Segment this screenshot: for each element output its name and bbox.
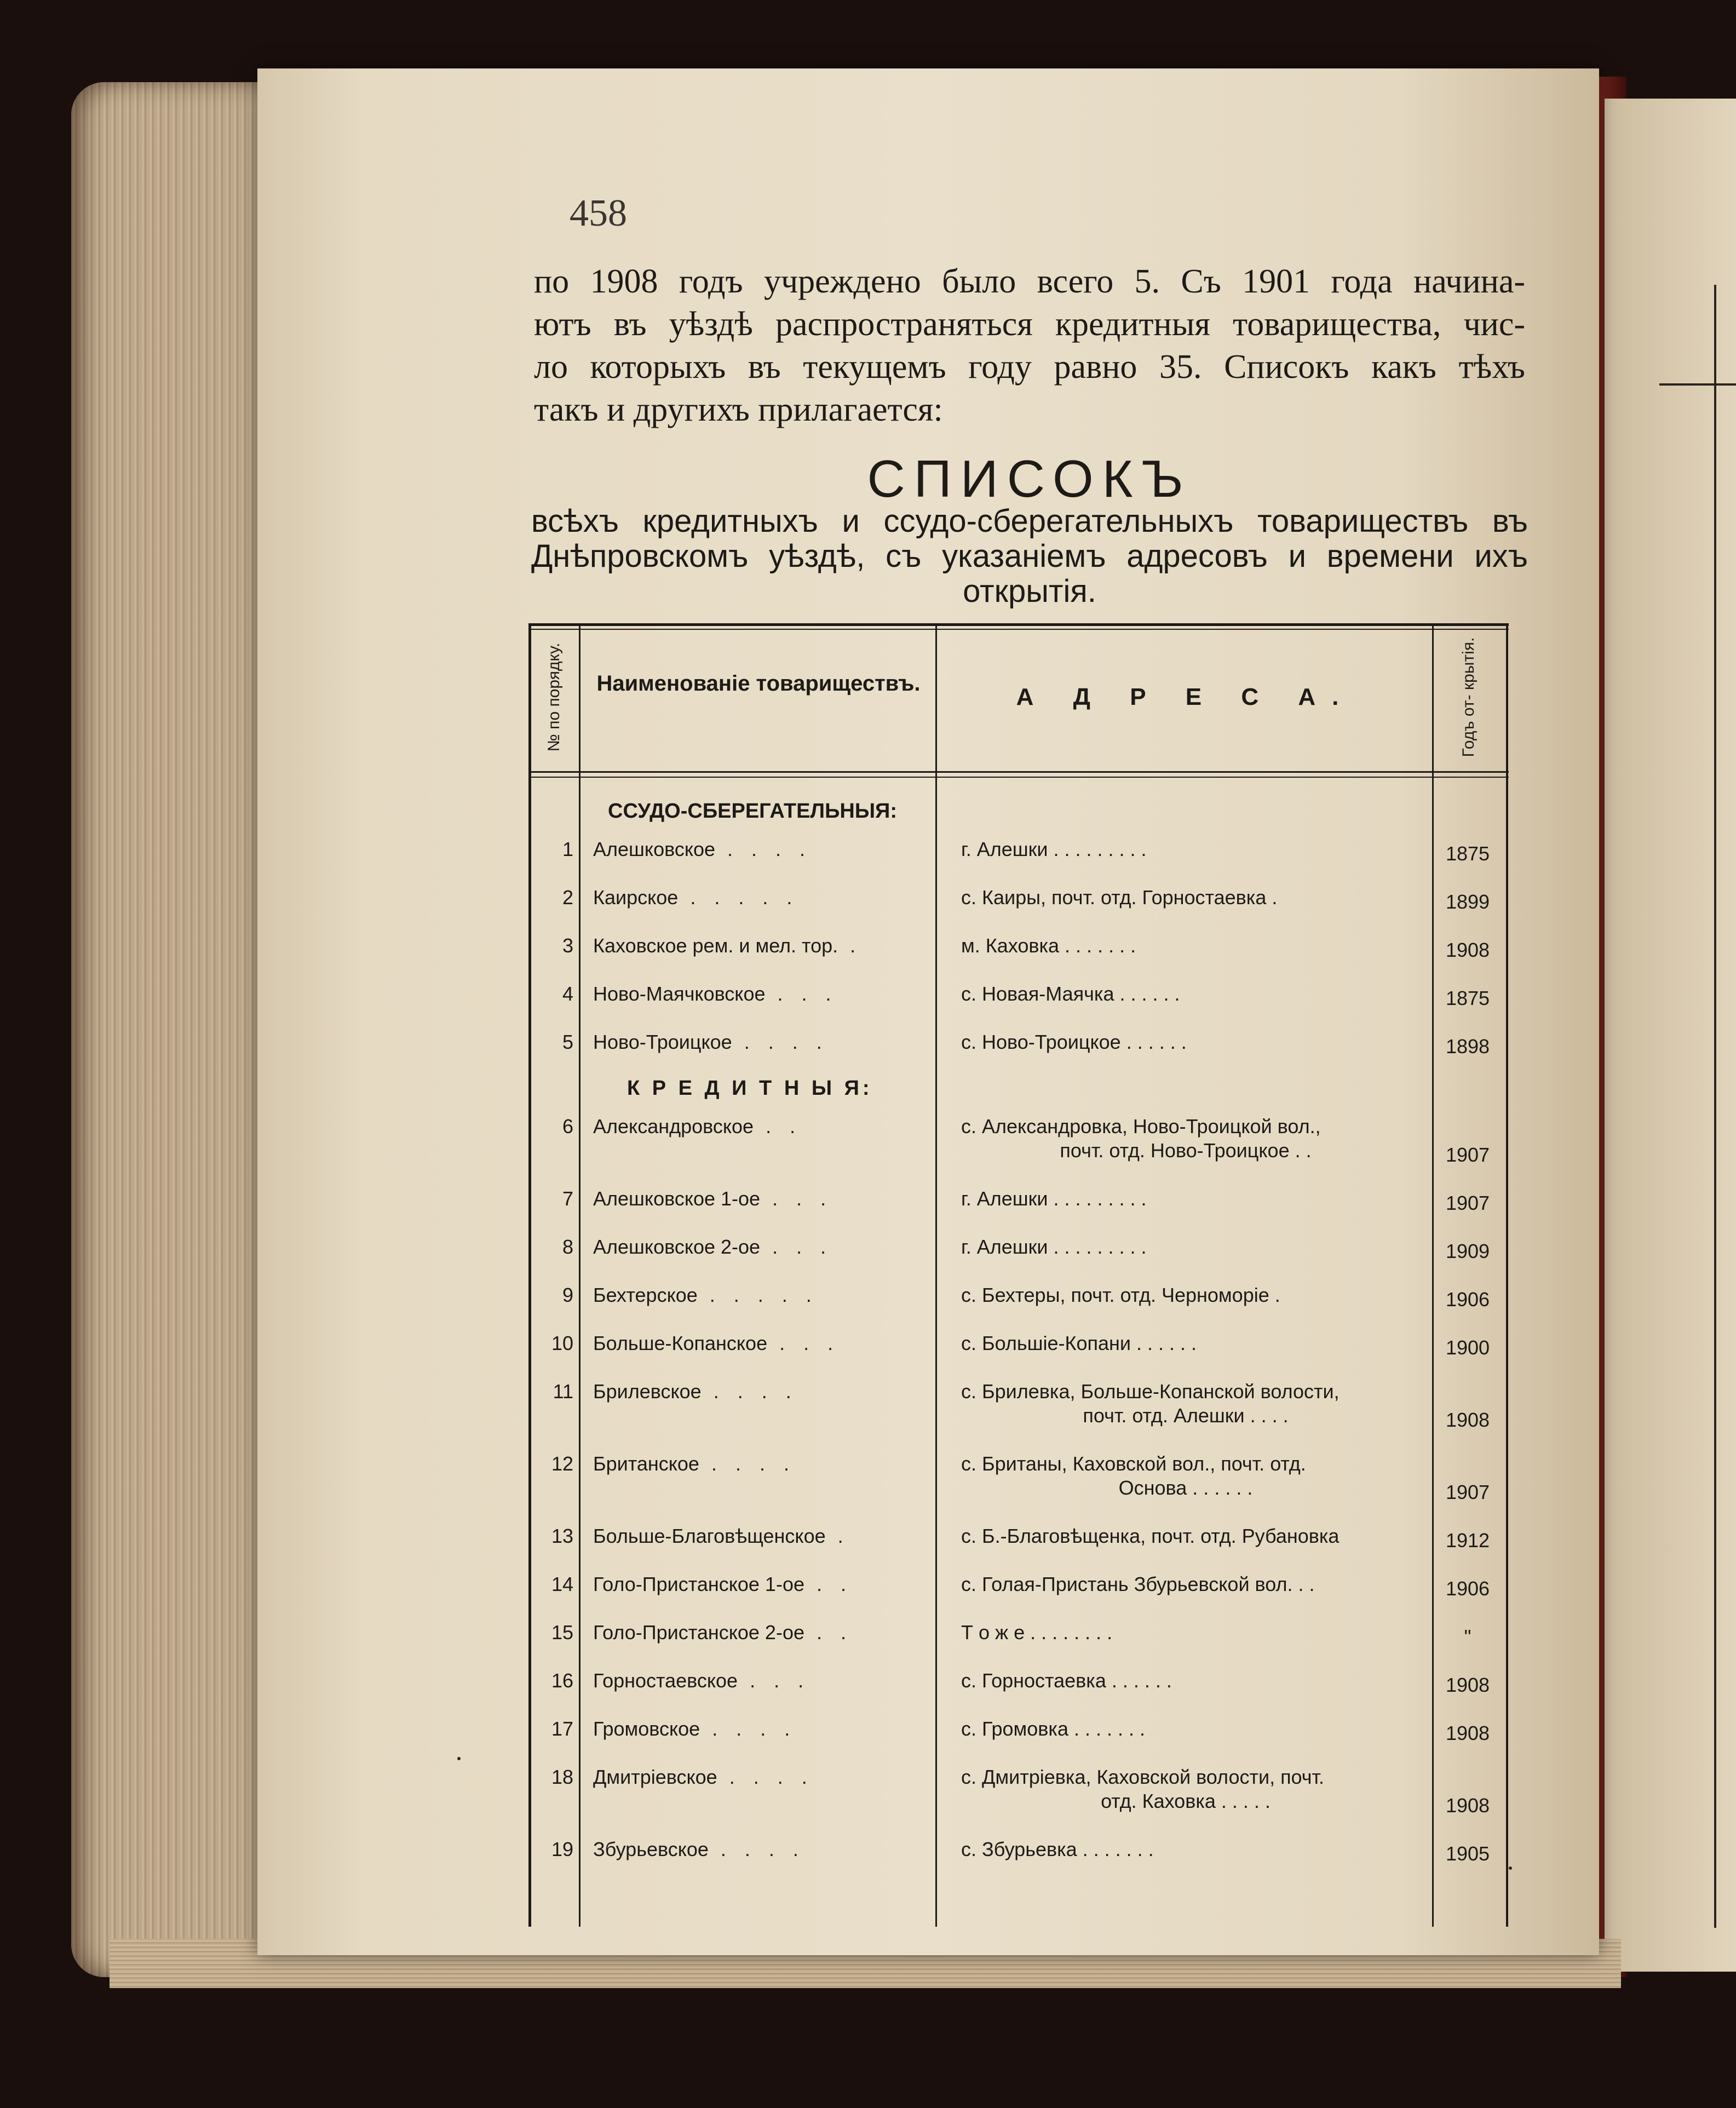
row-year: 1905 — [1445, 1842, 1490, 1865]
row-name: Александровское — [593, 1115, 754, 1138]
row-address: с. Каиры, почт. отд. Горностаевка . — [961, 886, 1278, 909]
col-rule — [935, 623, 937, 1927]
row-number: 4 — [562, 983, 573, 1005]
row-number: 15 — [551, 1621, 573, 1644]
row-name: Британское — [593, 1452, 699, 1475]
facing-page-rule — [1714, 285, 1716, 1928]
facing-page — [1605, 99, 1736, 1972]
header-bottom-rule-thin — [528, 777, 1509, 778]
row-number: 6 — [562, 1115, 573, 1138]
row-name: Збурьевское — [593, 1838, 709, 1860]
row-name: Каирское — [593, 886, 679, 909]
row-name: Ново-Троицкое — [593, 1031, 732, 1053]
row-leader-dots: . . . — [779, 1332, 840, 1354]
row-name: Громовское — [593, 1718, 700, 1740]
row-name: Алешковское — [593, 838, 716, 860]
row-address: г. Алешки . . . . . . . . . — [961, 1187, 1147, 1210]
row-year: 1912 — [1445, 1529, 1490, 1552]
row-address: с. Голая-Пристань Збурьевской вол. . . — [961, 1573, 1315, 1595]
row-leader-dots: . . — [816, 1621, 853, 1644]
header-address: А Д Р Е С А. — [1016, 683, 1355, 710]
row-number: 1 — [562, 838, 573, 860]
row-number: 5 — [562, 1031, 573, 1053]
row-name: Больше-Копанское — [593, 1332, 768, 1354]
intro-line: ютъ въ уѣздѣ распространяться кредитныя товарищества, чис- — [534, 306, 1525, 343]
row-year: 1909 — [1445, 1240, 1490, 1262]
row-name: Бехтерское — [593, 1284, 698, 1306]
row-address: Т о ж е . . . . . . . . — [961, 1621, 1113, 1644]
row-leader-dots: . . . — [777, 983, 838, 1005]
table-top-rule — [528, 623, 1509, 626]
row-address: г. Алешки . . . . . . . . . — [961, 838, 1147, 860]
row-leader-dots: . . — [766, 1115, 802, 1138]
paper-speck — [457, 1757, 461, 1760]
row-leader-dots: . . . . — [713, 1380, 798, 1403]
row-year: 1906 — [1445, 1288, 1490, 1311]
row-name: Голо-Пристанское 2-ое — [593, 1621, 804, 1644]
row-name: Дмитріевское — [593, 1766, 717, 1788]
row-leader-dots: . . — [816, 1573, 853, 1595]
row-year: 1875 — [1445, 842, 1490, 865]
col-rule — [579, 623, 580, 1927]
facing-page-rule-h — [1659, 383, 1736, 386]
row-leader-dots: . — [837, 1525, 850, 1547]
row-name: Каховское рем. и мел. тор. — [593, 934, 838, 957]
row-number: 8 — [562, 1236, 573, 1258]
row-name: Больше-Благовѣщенское — [593, 1525, 826, 1547]
table-top-rule-thin — [528, 629, 1509, 630]
row-name: Голо-Пристанское 1-ое — [593, 1573, 804, 1595]
list-subheading — [531, 504, 1528, 609]
list-heading: СПИСОКЪ — [867, 450, 1192, 508]
row-address: с. Британы, Каховской вол., почт. отд. — [961, 1452, 1306, 1475]
row-number: 12 — [551, 1452, 573, 1475]
subheading-line: Днѣпровскомъ уѣздѣ, съ указаніемъ адресовъ и времени ихъ — [531, 538, 1528, 574]
row-address: отд. Каховка . . . . . — [1101, 1790, 1271, 1812]
row-number: 3 — [562, 934, 573, 957]
row-year: 1907 — [1445, 1144, 1490, 1166]
row-address: с. Горностаевка . . . . . . — [961, 1669, 1172, 1692]
subheading-line: открытія. — [963, 573, 1096, 609]
row-address: с. Большіе-Копани . . . . . . — [961, 1332, 1197, 1354]
row-year: 1908 — [1445, 939, 1490, 961]
row-address: с. Б.-Благовѣщенка, почт. отд. Рубановка — [961, 1525, 1340, 1547]
row-address: с. Александровка, Ново-Троицкой вол., — [961, 1115, 1321, 1138]
page-number: 458 — [570, 192, 627, 234]
col-rule — [1432, 623, 1434, 1927]
row-leader-dots: . . . . — [744, 1031, 829, 1053]
row-year: 1875 — [1445, 987, 1490, 1009]
row-name: Алешковское 1-ое — [593, 1187, 761, 1210]
table-right-rule — [1506, 623, 1508, 1927]
row-name: Алешковское 2-ое — [593, 1236, 761, 1258]
row-year: 1908 — [1445, 1794, 1490, 1817]
row-year: 1908 — [1445, 1409, 1490, 1431]
row-number: 14 — [551, 1573, 573, 1595]
row-number: 19 — [551, 1838, 573, 1860]
row-number: 7 — [562, 1187, 573, 1210]
row-number: 2 — [562, 886, 573, 909]
row-address: почт. отд. Алешки . . . . — [1083, 1404, 1289, 1427]
row-year: 1908 — [1445, 1674, 1490, 1696]
row-number: 18 — [551, 1766, 573, 1788]
row-leader-dots: . . . . . — [709, 1284, 818, 1306]
row-leader-dots: . . . . . — [690, 886, 799, 909]
row-address: с. Новая-Маячка . . . . . . — [961, 983, 1180, 1005]
row-number: 9 — [562, 1284, 573, 1306]
row-address: с. Брилевка, Больше-Копанской волости, — [961, 1380, 1340, 1403]
row-year: 1899 — [1445, 891, 1490, 913]
row-leader-dots: . . . . — [711, 1452, 796, 1475]
row-leader-dots: . . . — [772, 1236, 833, 1258]
row-leader-dots: . . . . — [712, 1718, 797, 1740]
header-name: Наименованіе товариществъ. — [596, 671, 921, 696]
intro-line: такъ и другихъ прилагается: — [534, 391, 943, 428]
row-address: м. Каховка . . . . . . . — [961, 934, 1136, 957]
header-bottom-rule — [528, 771, 1509, 773]
row-year: 1907 — [1445, 1481, 1490, 1503]
row-name: Горностаевское — [593, 1669, 738, 1692]
row-year: " — [1464, 1625, 1471, 1648]
header-year: Годъ от- крытія. — [1459, 637, 1478, 757]
row-number: 10 — [551, 1332, 573, 1354]
row-address: с. Дмитріевка, Каховской волости, почт. — [961, 1766, 1325, 1788]
row-address: с. Ново-Троицкое . . . . . . — [961, 1031, 1187, 1053]
section-title: К Р Е Д И Т Н Ы Я: — [627, 1077, 873, 1100]
row-address: с. Громовка . . . . . . . — [961, 1718, 1146, 1740]
row-year: 1898 — [1445, 1035, 1490, 1058]
row-leader-dots: . . . . — [729, 1766, 814, 1788]
subheading-line: всѣхъ кредитныхъ и ссудо-сберегательныхъ товариществъ въ — [531, 503, 1528, 539]
intro-line: ло которыхъ въ текущемъ году равно 35. Списокъ какъ тѣхъ — [534, 348, 1525, 386]
paper-speck — [1509, 1866, 1512, 1870]
row-year: 1907 — [1445, 1192, 1490, 1214]
header-number: № по порядку. — [545, 642, 563, 752]
row-number: 13 — [551, 1525, 573, 1547]
row-year: 1908 — [1445, 1722, 1490, 1744]
cooperatives-table — [528, 623, 1509, 1927]
row-address: г. Алешки . . . . . . . . . — [961, 1236, 1147, 1258]
intro-line: по 1908 годъ учреждено было всего 5. Съ 1901 года начина- — [534, 263, 1525, 300]
row-address: с. Збурьевка . . . . . . . — [961, 1838, 1154, 1860]
intro-paragraph — [534, 260, 1525, 431]
row-number: 16 — [551, 1669, 573, 1692]
row-address: с. Бехтеры, почт. отд. Черноморіе . — [961, 1284, 1280, 1306]
row-leader-dots: . . . . — [727, 838, 812, 860]
row-leader-dots: . . . — [772, 1187, 833, 1210]
row-leader-dots: . — [850, 934, 863, 957]
row-year: 1906 — [1445, 1577, 1490, 1600]
row-year: 1900 — [1445, 1336, 1490, 1359]
row-leader-dots: . . . . — [720, 1838, 805, 1860]
row-address: Основа . . . . . . — [1118, 1477, 1253, 1499]
row-leader-dots: . . . — [750, 1669, 810, 1692]
row-name: Брилевское — [593, 1380, 702, 1403]
row-number: 11 — [553, 1380, 573, 1403]
row-name: Ново-Маячковское — [593, 983, 766, 1005]
section-title: ССУДО-СБЕРЕГАТЕЛЬНЫЯ: — [608, 800, 898, 823]
row-number: 17 — [551, 1718, 573, 1740]
row-address: почт. отд. Ново-Троицкое . . — [1060, 1139, 1312, 1162]
